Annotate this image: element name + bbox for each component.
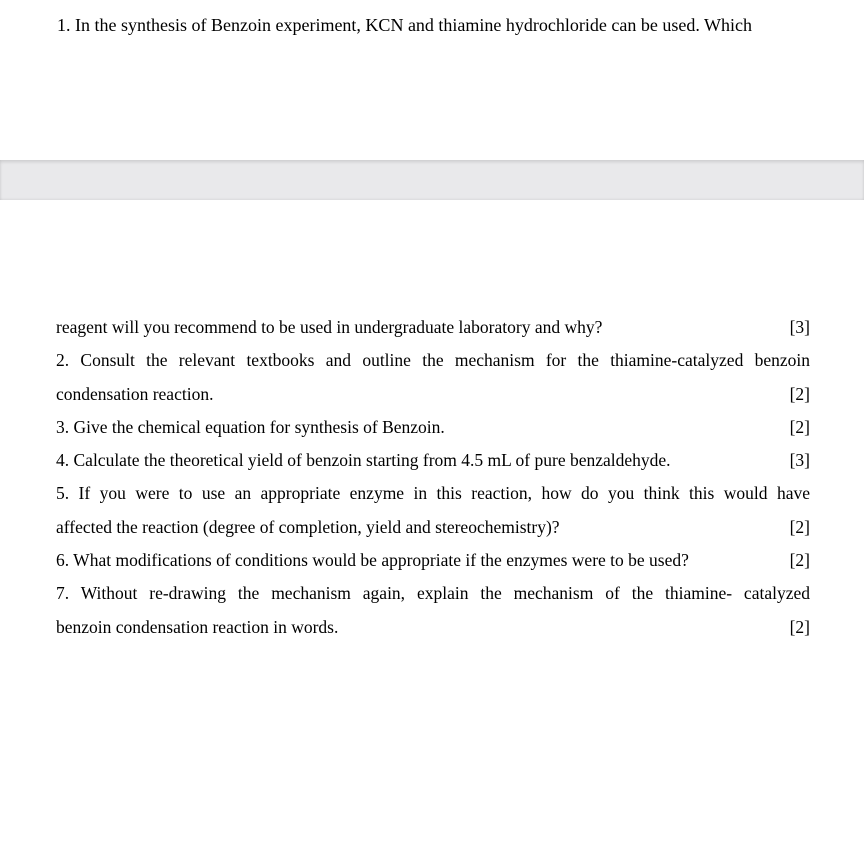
line-text: 3. Give the chemical equation for synthesis of Benzoin. [56,416,445,437]
question-5-line-2 [56,513,810,546]
question-7-line-1 [56,579,810,612]
page-bottom [0,200,864,864]
marks-label: [2] [789,516,810,537]
line-text: affected the reaction (degree of completion, yield and stereochemistry)? [56,516,560,537]
line-text: reagent will you recommend to be used in undergraduate laboratory and why? [56,317,603,337]
question-1-line-1: 1. In the synthesis of Benzoin experiment, KCN and thiamine hydrochloride can be used. Which [57,15,752,35]
line-text: 4. Calculate the theoretical yield of benzoin starting from 4.5 mL of pure benzaldehyde. [56,450,671,471]
line-text: 2. Consult the relevant textbooks and outline the mechanism for the thiamine-catalyzed benzoin [56,350,810,371]
marks-label: [2] [789,416,810,437]
question-2-line-2 [56,380,810,413]
question-5-line-1 [56,479,810,512]
line-text: condensation reaction. [56,383,214,404]
page-break-separator [0,160,864,200]
marks-label: [2] [789,550,810,571]
line-text: benzoin condensation reaction in words. [56,616,339,637]
question-6 [56,546,810,579]
question-7-line-2 [56,613,810,646]
question-list [56,313,810,646]
question-2-line-1 [56,346,810,379]
question-1-line-2 [56,313,810,346]
page-top [0,0,864,160]
line-text: 7. Without re-drawing the mechanism again, explain the mechanism of the thiamine- catalyzed [56,583,810,604]
marks-label: [2] [789,616,810,637]
marks-label: [3] [789,317,810,337]
marks-label: [3] [789,450,810,471]
question-4 [56,446,810,479]
marks-label: [2] [789,383,810,404]
line-text: 6. What modifications of conditions would be appropriate if the enzymes were to be used? [56,550,689,571]
line-text: 5. If you were to use an appropriate enzyme in this reaction, how do you think this would have [56,483,810,504]
question-3 [56,413,810,446]
